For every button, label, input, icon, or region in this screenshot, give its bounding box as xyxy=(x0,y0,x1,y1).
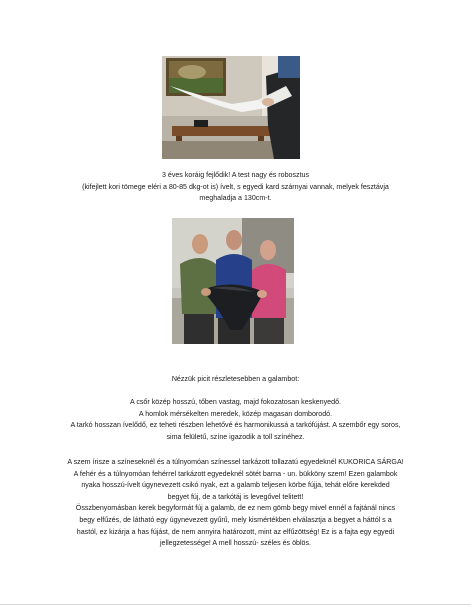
paragraph-line: sima felületű, színe igazodik a toll színéhez. xyxy=(166,432,305,441)
caption-line: (kifejlett kori tömege eléri a 80-85 dkg-ot is) ívelt, s egyedi kard szárnyai vannak, melyek fesztávja xyxy=(82,182,389,191)
paragraph-line: A fehér és a túlnyomóan fehérrel tarkázott egyedeknél sötét barna - un. bükköny szem! Ezen galambok xyxy=(73,469,398,478)
section-title-text: Nézzük picit részletesebben a galambot: xyxy=(171,375,300,383)
paragraph-line: begyet fúj, de a tarkótáj is levegővel telitett! xyxy=(167,492,304,501)
eye-neck-description-paragraph xyxy=(30,457,441,550)
paragraph-line: Összbenyomásban kerek begyformát fúj a galamb, de ez nem gömb begy mivel ennél a fajtánál nincs xyxy=(75,504,396,513)
three-men-photo-image xyxy=(172,218,294,344)
wing-span-photo xyxy=(162,56,300,159)
paragraph-line: A tarkó hosszan ívelődő, ez teheti részben lehetővé és harmonikussá a tarkófújást. A szembőr egy soros, xyxy=(70,421,401,430)
three-men-photo xyxy=(172,218,294,344)
head-description-paragraph xyxy=(30,397,441,443)
paragraph-line: jellegzetessége! A mell hosszú- széles és öblös. xyxy=(159,539,312,548)
paragraph-line: hastól, ez kizárja a has fújást, de nem annyira határozott, mint az elfűzöttség! Ez is a fajta egy egyedi xyxy=(76,527,395,536)
paragraph-line: begy elfűzés, de látható egy úgynevezett gyűrű, mely kismértékben elválasztja a begyet a háttól s a xyxy=(79,515,392,524)
page-bottom-divider xyxy=(0,604,471,605)
caption-line: 3 éves koráig fejlődik! A test nagy és robosztus xyxy=(161,171,310,179)
paragraph-line: nyaka hosszú-ívelt úgynevezett csikó nyak, ezt a galamb teljesen körbe fújja, tehát előre kerekded xyxy=(81,481,390,490)
paragraph-line: A csőr közép hosszú, tőben vastag, majd fokozatosan keskenyedő. xyxy=(130,398,341,406)
wing-span-photo-image xyxy=(162,56,300,159)
paragraph-line: A szem írisze a színeseknél és a túlnyomóan színessel tarkázott tollazatú egyedeknél KUKORICA SÁRGA! xyxy=(67,458,404,466)
caption-line: meghaladja a 130cm-t. xyxy=(199,194,272,203)
paragraph-line: A homlok mérsékelten meredek, közép magasan domborodó. xyxy=(138,409,333,418)
section-title xyxy=(30,374,441,386)
caption-body-description xyxy=(30,170,441,205)
